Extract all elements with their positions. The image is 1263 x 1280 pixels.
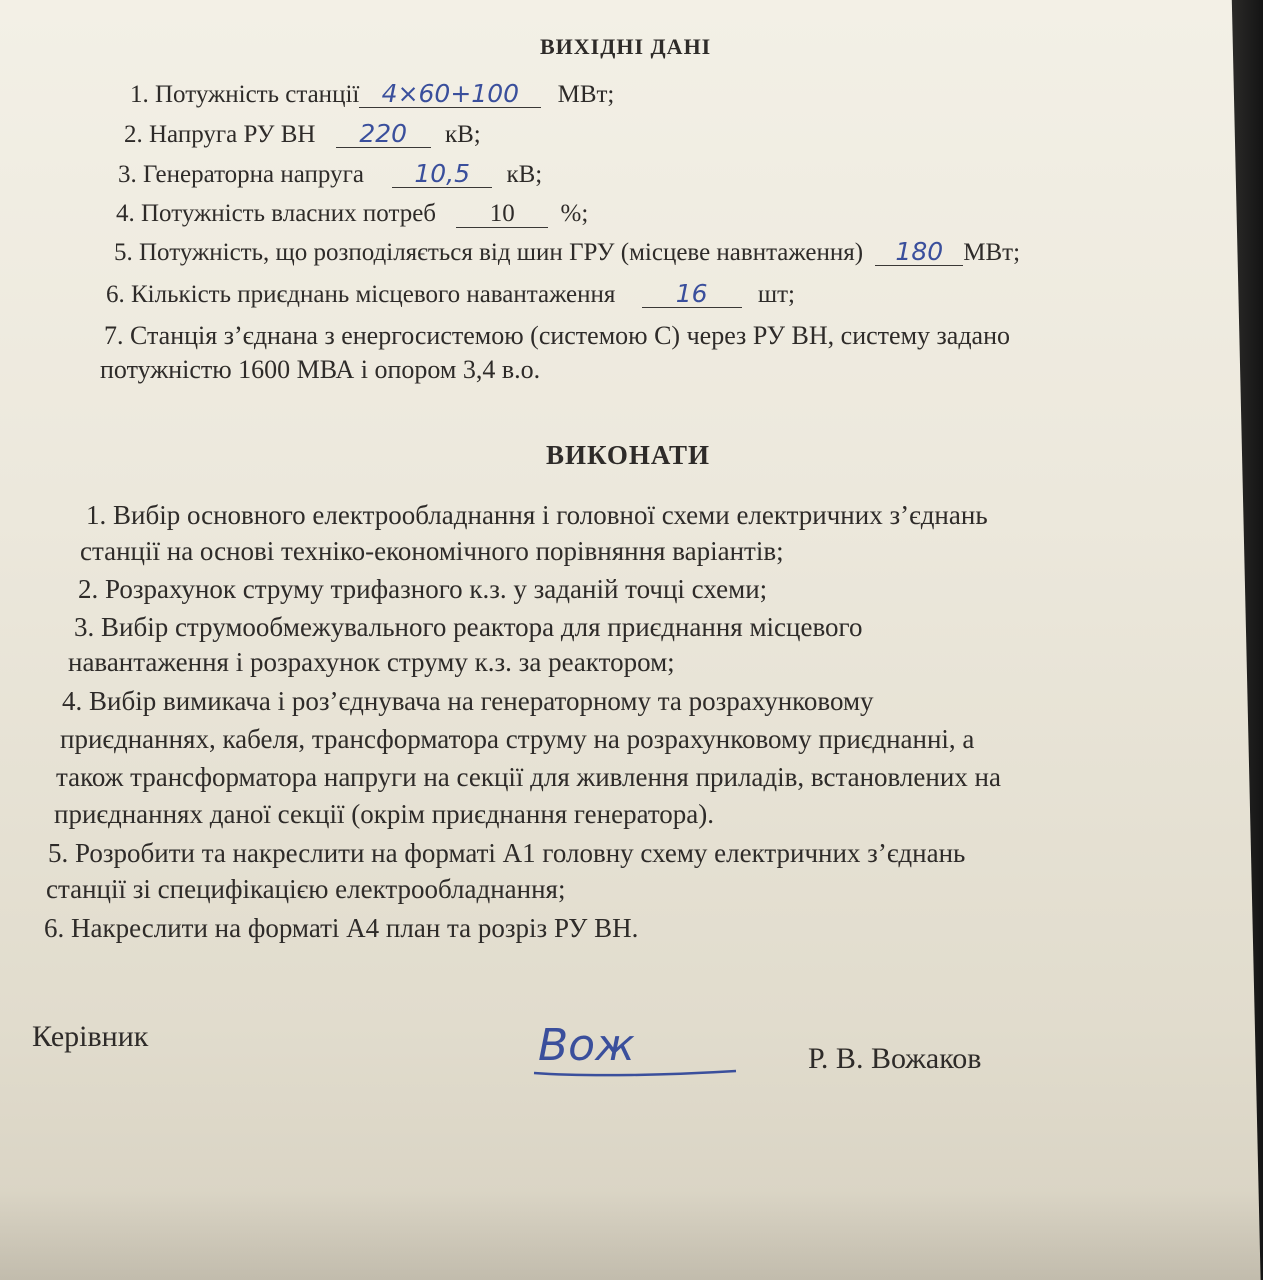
- tasks-title: ВИКОНАТИ: [546, 440, 711, 470]
- supervisor-label: Керівник: [32, 1020, 149, 1053]
- input-item-2-unit: кВ;: [444, 121, 481, 148]
- input-item-6-unit: шт;: [757, 281, 795, 308]
- input-item-5-label: 5. Потужність, що розподіляється від шин ГРУ (місцеве навнтаження): [114, 239, 864, 266]
- input-item-6-label: 6. Кількість приєднань місцевого навантаження: [106, 281, 616, 308]
- supervisor-name: Р. В. Вожаков: [808, 1042, 982, 1075]
- input-item-6-value: 16: [642, 281, 742, 308]
- input-item-7-label: 7. Станція з’єднана з енергосистемою (системою С) через РУ ВН, систему задано: [104, 321, 1011, 350]
- signature-underline: [534, 1071, 736, 1075]
- input-item-6: [106, 280, 795, 310]
- handwritten-signature: [530, 1005, 750, 1095]
- input-item-1: [130, 80, 614, 110]
- task-line-1: 1. Вибір основного електрообладнання і головної схеми електричних з’єднань: [86, 500, 988, 530]
- input-item-4-label: 4. Потужність власних потреб: [116, 200, 437, 227]
- task-line-2: станції на основі техніко-економічного порівняння варіантів;: [80, 536, 784, 566]
- input-item-3-value: 10,5: [392, 161, 492, 188]
- task-line-3: 2. Розрахунок струму трифазного к.з. у заданій точці схеми;: [78, 574, 768, 604]
- input-item-5-unit: МВт;: [963, 239, 1021, 266]
- input-item-4-value: 10: [456, 201, 548, 228]
- input-item-4: [116, 199, 588, 229]
- input-item-1-label: 1. Потужність станції: [130, 81, 360, 108]
- input-item-3: [118, 160, 542, 190]
- page-shadow: [0, 1190, 1263, 1280]
- input-item-2: [124, 120, 481, 150]
- task-line-11: станції зі специфікацією електрообладнання;: [46, 874, 566, 904]
- input-item-5: [114, 238, 1020, 268]
- input-item-7: [104, 321, 1010, 351]
- input-item-3-unit: кВ;: [506, 161, 543, 188]
- background-edge: [1215, 0, 1263, 1280]
- task-line-5: навантаження і розрахунок струму к.з. за реактором;: [68, 647, 675, 677]
- input-item-1-unit: МВт;: [557, 81, 615, 108]
- input-item-2-label: 2. Напруга РУ ВН: [124, 121, 316, 148]
- task-line-7: приєднаннях, кабеля, трансформатора струму на розрахунковому приєднанні, а: [60, 724, 975, 754]
- input-item-5-value: 180: [875, 239, 963, 266]
- input-item-4-unit: %;: [560, 200, 589, 227]
- task-line-10: 5. Розробити та накреслити на форматі А1 головну схему електричних з’єднань: [48, 838, 966, 868]
- task-line-6: 4. Вибір вимикача і роз’єднувача на генераторному та розрахунковому: [62, 686, 874, 716]
- task-line-8: також трансформатора напруги на секції для живлення приладів, встановлених на: [56, 762, 1001, 792]
- input-item-3-label: 3. Генераторна напруга: [118, 161, 364, 188]
- input-item-7-continuation: потужністю 1600 МВА і опором 3,4 в.о.: [100, 355, 541, 384]
- task-line-12: 6. Накреслити на форматі А4 план та розріз РУ ВН.: [44, 913, 639, 943]
- signature-scribble: Вож: [538, 1020, 635, 1071]
- input-data-title: ВИХІДНІ ДАНІ: [540, 34, 712, 59]
- task-line-9: приєднаннях даної секції (окрім приєднання генератора).: [54, 799, 715, 829]
- input-item-2-value: 220: [336, 121, 431, 148]
- task-line-4: 3. Вибір струмообмежувального реактора для приєднання місцевого: [74, 612, 863, 642]
- input-item-1-value: 4×60+100: [359, 81, 541, 108]
